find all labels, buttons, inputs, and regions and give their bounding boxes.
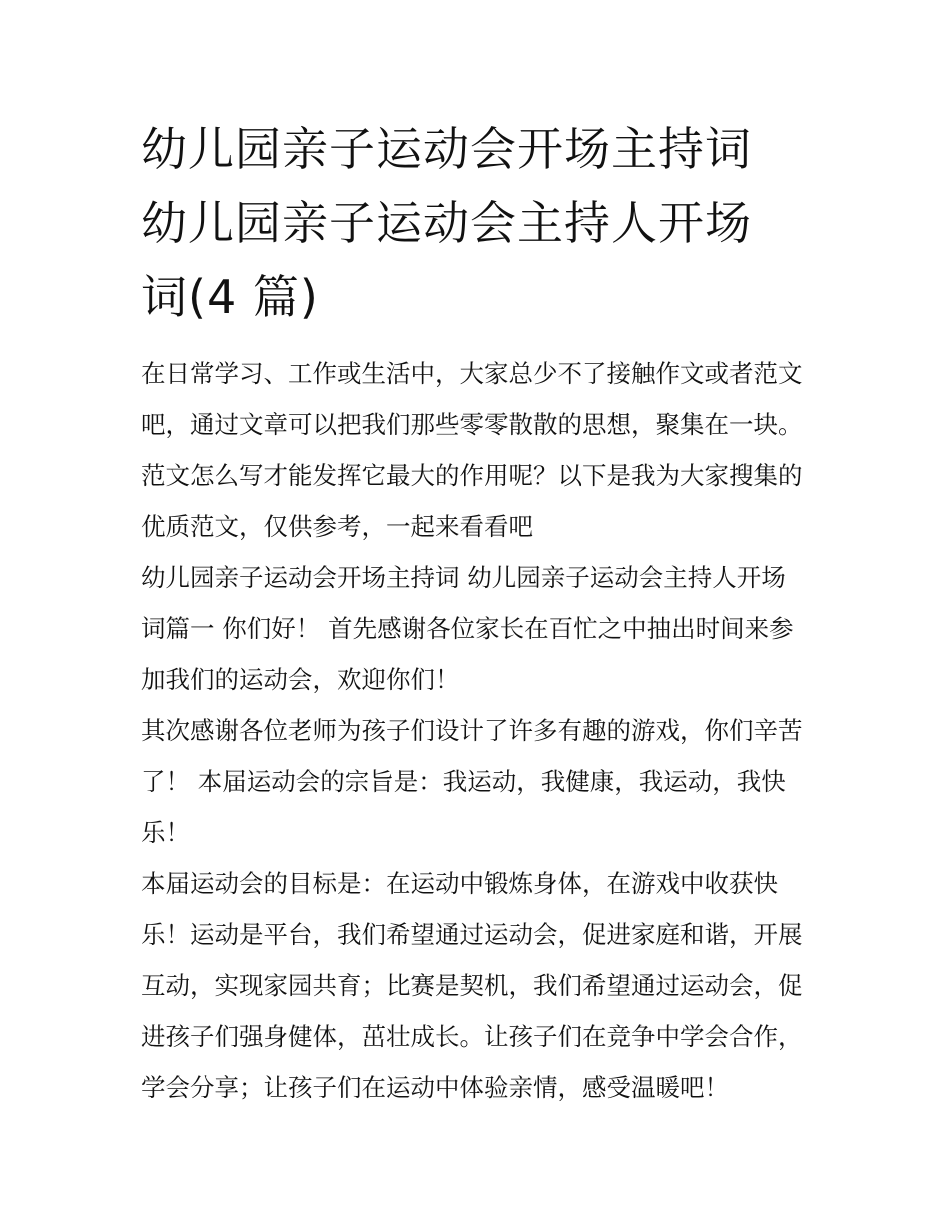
title-line-2: 幼儿园亲子运动会主持人开场 bbox=[141, 196, 752, 250]
paragraph-line: 在日常学习、工作或生活中，大家总少不了接触作文或者范文 bbox=[141, 359, 803, 388]
paragraph-line: 了！ 本届运动会的宗旨是：我运动，我健康，我运动，我快 bbox=[141, 767, 786, 796]
document-page bbox=[141, 112, 813, 1113]
paragraph-line: 范文怎么写才能发挥它最大的作用呢？以下是我为大家搜集的 bbox=[141, 461, 803, 490]
paragraph-line: 幼儿园亲子运动会开场主持词 幼儿园亲子运动会主持人开场 bbox=[141, 563, 786, 592]
paragraph-line: 互动，实现家园共育；比赛是契机，我们希望通过运动会，促 bbox=[141, 971, 803, 1000]
paragraph-goals bbox=[141, 858, 813, 1113]
paragraph-line: 本届运动会的目标是：在运动中锻炼身体，在游戏中收获快 bbox=[141, 869, 778, 898]
title-line-1: 幼儿园亲子运动会开场主持词 bbox=[141, 122, 752, 176]
paragraph-line: 优质范文，仅供参考，一起来看看吧 bbox=[141, 512, 533, 541]
paragraph-thanks bbox=[141, 705, 813, 858]
paragraph-line: 吧，通过文章可以把我们那些零零散散的思想，聚集在一块。 bbox=[141, 410, 803, 439]
paragraph-line: 词篇一 你们好！ 首先感谢各位家长在百忙之中抽出时间来参 bbox=[141, 614, 794, 643]
document-title bbox=[141, 112, 813, 334]
paragraph-line: 学会分享；让孩子们在运动中体验亲情，感受温暖吧！ bbox=[141, 1073, 729, 1102]
paragraph-line: 乐！ bbox=[141, 818, 190, 847]
title-line-3: 词(4 篇) bbox=[141, 270, 319, 324]
paragraph-line: 加我们的运动会，欢迎你们！ bbox=[141, 665, 460, 694]
paragraph-line: 其次感谢各位老师为孩子们设计了许多有趣的游戏，你们辛苦 bbox=[141, 716, 803, 745]
paragraph-greeting bbox=[141, 552, 813, 705]
document-body bbox=[141, 348, 813, 1113]
paragraph-line: 进孩子们强身健体，茁壮成长。让孩子们在竞争中学会合作， bbox=[141, 1022, 803, 1051]
paragraph-intro bbox=[141, 348, 813, 552]
paragraph-line: 乐！运动是平台，我们希望通过运动会，促进家庭和谐，开展 bbox=[141, 920, 803, 949]
